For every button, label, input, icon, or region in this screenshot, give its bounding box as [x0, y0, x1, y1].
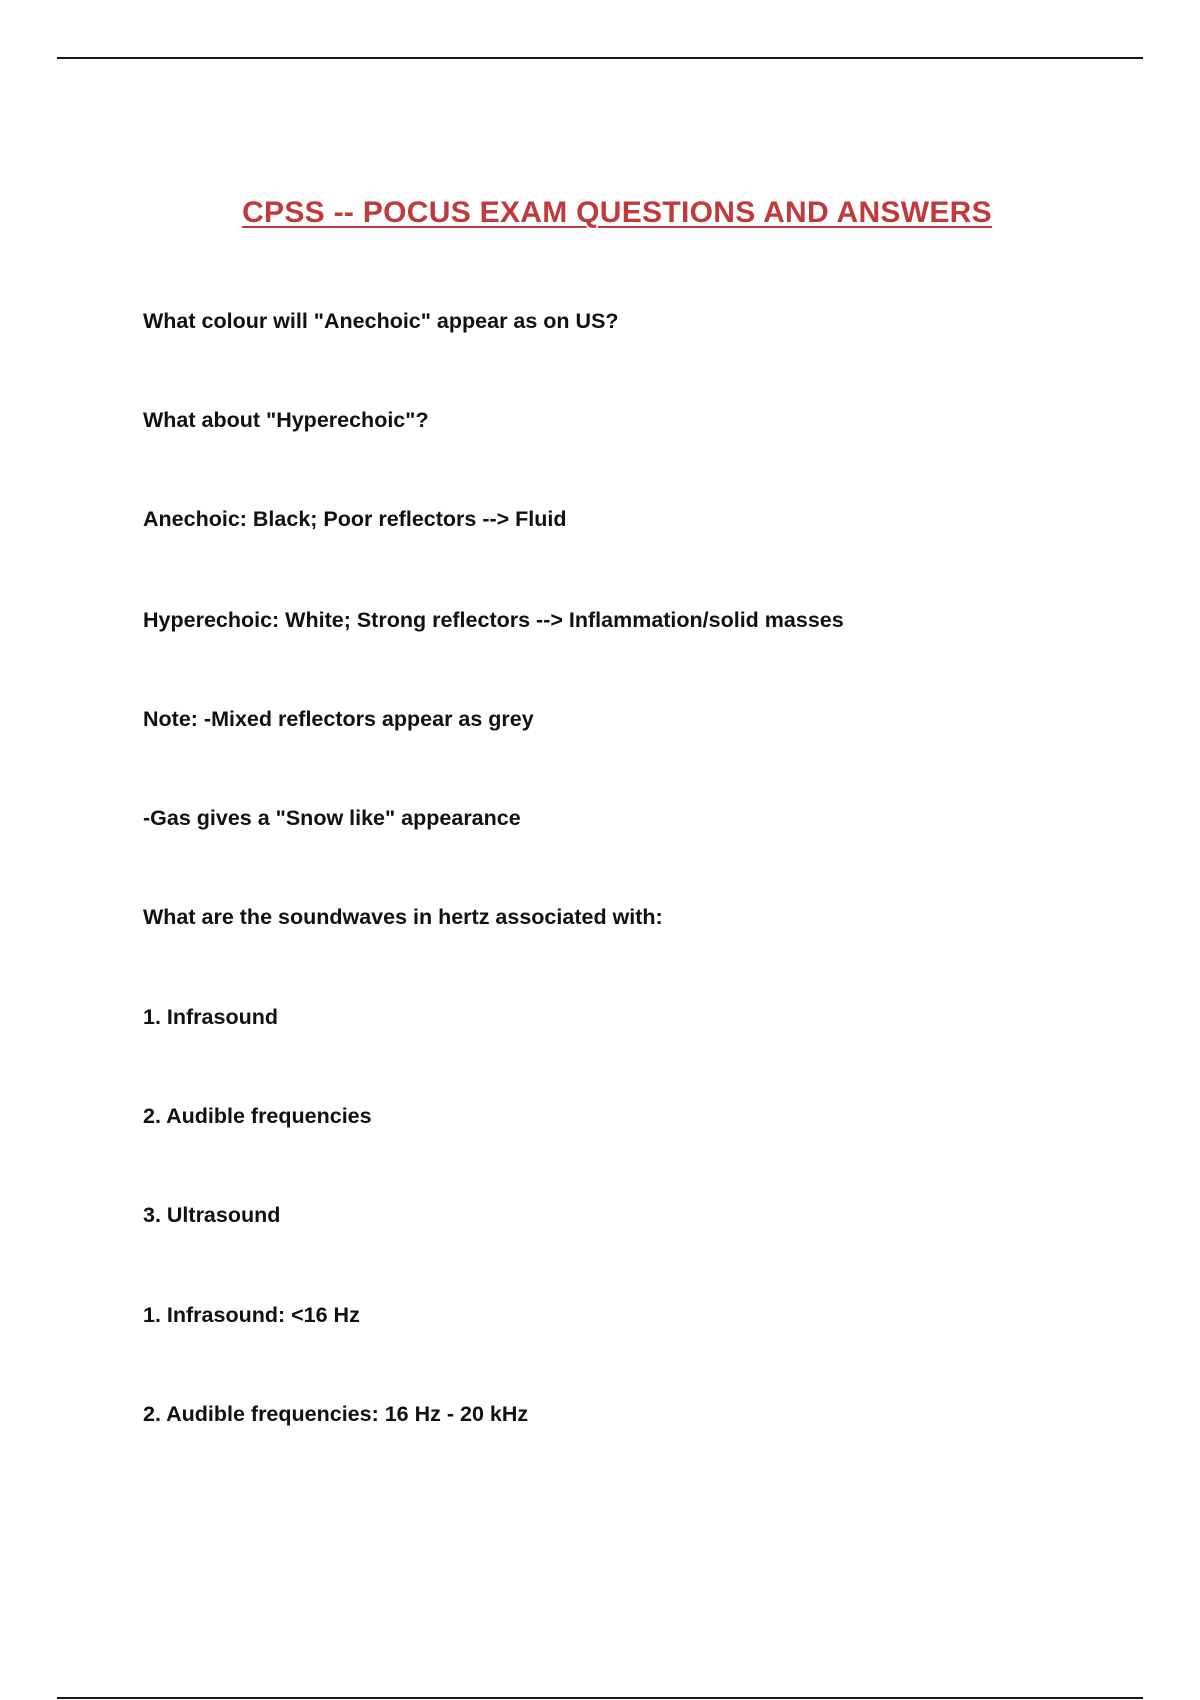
text-line-12: 2. Audible frequencies: 16 Hz - 20 kHz [143, 1402, 529, 1426]
text-line-6: -Gas gives a "Snow like" appearance [143, 806, 521, 830]
text-line-5: Note: -Mixed reflectors appear as grey [143, 707, 534, 731]
text-line-3: Anechoic: Black; Poor reflectors --> Fluid [143, 507, 567, 531]
text-line-11: 1. Infrasound: <16 Hz [143, 1303, 360, 1327]
text-line-9: 2. Audible frequencies [143, 1104, 372, 1128]
text-line-10: 3. Ultrasound [143, 1203, 281, 1227]
bottom-rule [57, 1697, 1143, 1699]
document-title: CPSS -- POCUS EXAM QUESTIONS AND ANSWERS [242, 196, 992, 229]
text-line-7: What are the soundwaves in hertz associated with: [143, 905, 663, 929]
text-line-1: What colour will "Anechoic" appear as on US? [143, 309, 619, 333]
text-line-2: What about "Hyperechoic"? [143, 408, 429, 432]
text-line-8: 1. Infrasound [143, 1005, 278, 1029]
top-rule [57, 57, 1143, 59]
text-line-4: Hyperechoic: White; Strong reflectors --> Inflammation/solid masses [143, 608, 844, 632]
